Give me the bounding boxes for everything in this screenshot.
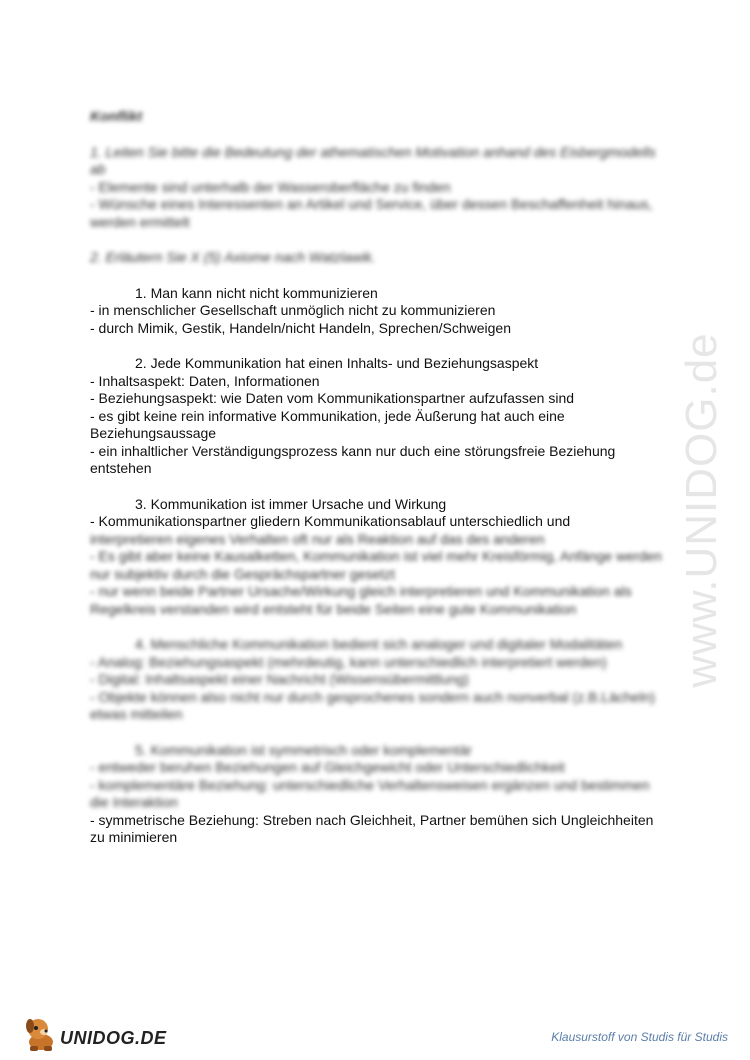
axiom-line-blurred: - Analog: Beziehungsaspekt (mehrdeutig, kann unterschiedlich interpretiert werden) bbox=[90, 653, 607, 670]
axiom-line: - durch Mimik, Gestik, Handeln/nicht Handeln, Sprechen/Schweigen bbox=[90, 319, 511, 336]
axiom-line: - es gibt keine rein informative Kommunikation, jede Äußerung hat auch eine Beziehungsaussage bbox=[90, 407, 565, 441]
axiom-line-blurred: - komplementäre Beziehung: unterschiedliche Verhaltensweisen ergänzen und bestimmen die Interaktion bbox=[90, 776, 650, 810]
document-title: Konflikt bbox=[90, 108, 143, 124]
question-1: 1. Leiten Sie bitte die Bedeutung der athematischen Motivation anhand des Eisbergmodells ab bbox=[90, 143, 656, 177]
axiom-line: - symmetrische Beziehung: Streben nach Gleichheit, Partner bemühen sich Ungleichheiten zu minimieren bbox=[90, 811, 654, 845]
axiom-line: - Inhaltsaspekt: Daten, Informationen bbox=[90, 372, 320, 389]
q1-line: - Wünsche eines Interessenten an Artikel und Service, über dessen Beschaffenheit hinaus, werden ermittelt bbox=[90, 196, 653, 230]
brand-name: UNIDOG.DE bbox=[60, 1028, 167, 1048]
axiom-line: - in menschlicher Gesellschaft unmöglich nicht zu kommunizieren bbox=[90, 302, 496, 318]
dog-mascot-icon bbox=[24, 1016, 58, 1052]
axiom-line: - ein inhaltlicher Verständigungsprozess kann nur duch eine störungsfreie Beziehung entstehen bbox=[90, 442, 616, 476]
axiom-line: - Kommunikationspartner gliedern Kommunikationsablauf unterschiedlich und bbox=[90, 513, 571, 529]
axiom-2-heading: 2. Jede Kommunikation hat einen Inhalts- und Beziehungsaspekt bbox=[135, 355, 539, 371]
document-body bbox=[90, 108, 670, 847]
footer-tagline: Klausurstoff von Studis für Studis bbox=[551, 1030, 728, 1044]
axiom-line-blurred: - Es gibt aber keine Kausalketten, Kommunikation ist viel mehr Kreisförmig, Anfänge werden nur subjektiv durch die Gesprächspartner gesetzt bbox=[90, 548, 662, 582]
axiom-line-blurred: - nur wenn beide Partner Ursache/Wirkung gleich interpretieren und Kommunikation als Regelkreis verstanden wird entsteht für beide Seiten eine gute Kommunikation bbox=[90, 583, 632, 617]
question-2: 2. Erläutern Sie X (5) Axiome nach Watzlawik. bbox=[90, 249, 376, 265]
watermark bbox=[672, 280, 732, 740]
axiom-line-blurred: - entweder beruhen Beziehungen auf Gleichgewicht oder Unterschiedlichkeit bbox=[90, 759, 565, 775]
axiom-line-blurred: - Digital: Inhaltsaspekt einer Nachricht (Wissensübermittlung) bbox=[90, 671, 469, 687]
axiom-3-heading: 3. Kommunikation ist immer Ursache und Wirkung bbox=[135, 495, 447, 512]
axiom-line-blurred: interpretieren eigenes Verhalten oft nur als Reaktion auf das des anderen bbox=[90, 530, 545, 547]
q1-line: - Elemente sind unterhalb der Wasseroberfläche zu finden bbox=[90, 178, 451, 195]
axiom-line: - Beziehungsaspekt: wie Daten vom Kommunikationspartner aufzufassen sind bbox=[90, 390, 575, 406]
watermark-text: www.UNIDOG.de bbox=[677, 332, 726, 688]
axiom-line-blurred: - Objekte können also nicht nur durch gesprochenes sondern auch nonverbal (z.B.Lächeln) etwas mitteilen bbox=[90, 688, 656, 722]
axiom-5-heading: 5. Kommunikation ist symmetrisch oder komplementär bbox=[135, 741, 472, 758]
unidog-logo[interactable] bbox=[24, 1014, 184, 1054]
axiom-4-heading: 4. Menschliche Kommunikation bedient sich analoger und digitaler Modalitäten bbox=[135, 636, 623, 652]
axiom-1-heading: 1. Man kann nicht nicht kommunizieren bbox=[135, 284, 378, 301]
